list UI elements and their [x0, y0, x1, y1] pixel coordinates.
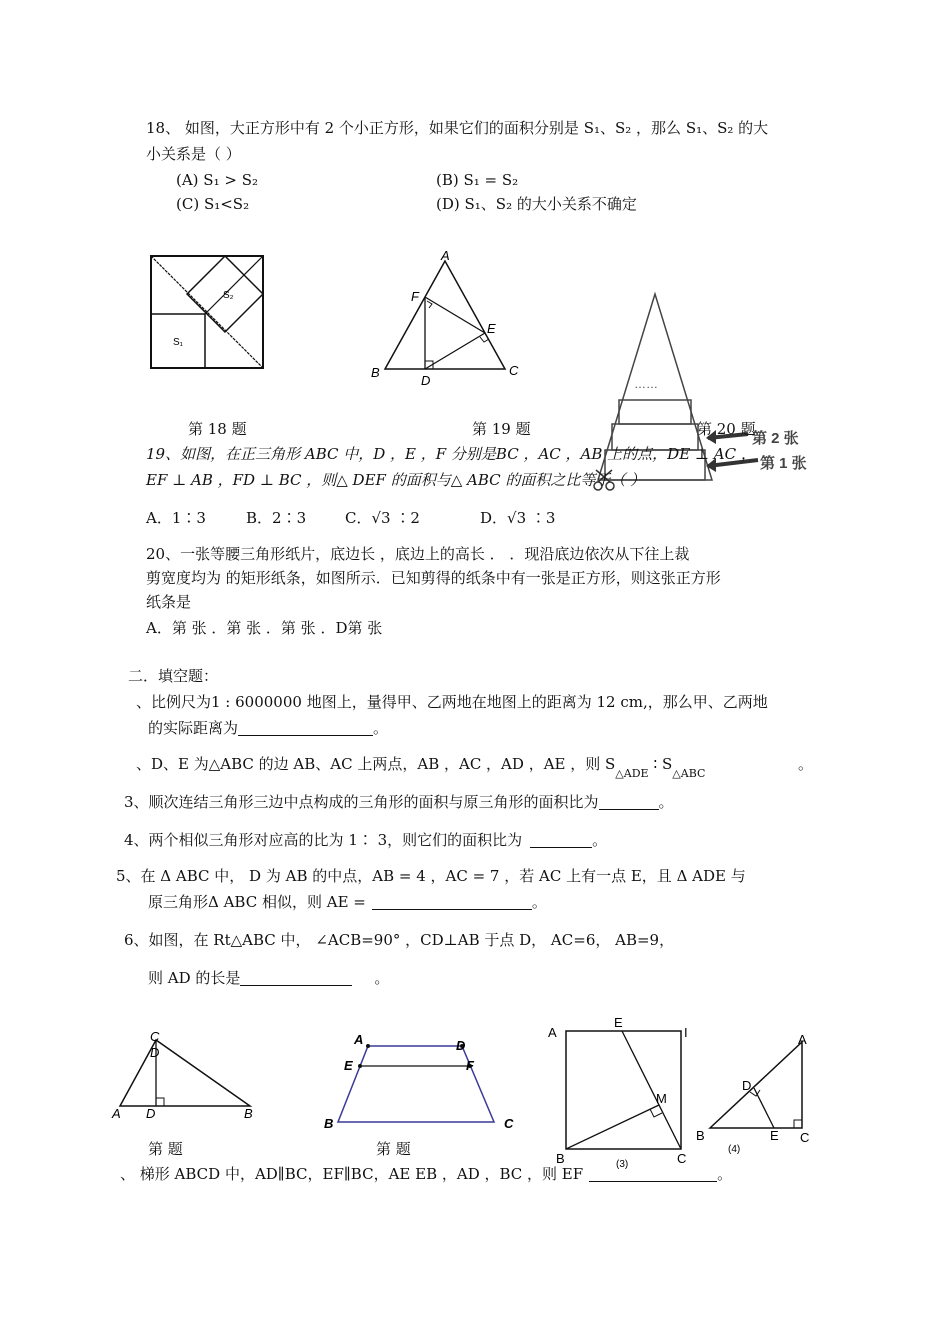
- q18-stem-line1: 18、 如图，大正方形中有 2 个小正方形，如果它们的面积分别是 S₁、S₂ ，那么 S₁、S₂ 的大: [146, 119, 769, 137]
- fill-p4-answer-blank[interactable]: [530, 831, 592, 848]
- fill-p6-text: 则 AD 的长是: [148, 969, 241, 987]
- fill-p6-line2: [148, 968, 389, 988]
- fig19-label-f: F: [411, 289, 419, 304]
- bf1-label-c: C: [150, 1029, 160, 1044]
- fill-p5-text: 原三角形Δ ABC 相似，则 AE =: [148, 893, 366, 911]
- q19-option-c: C．√3 ∶2: [345, 509, 420, 527]
- fig18-label-s2: S₂: [223, 290, 234, 301]
- bf2-label-f: F: [466, 1058, 474, 1073]
- fill-p6-line1: 6、如图，在 Rt△ABC 中， ∠ACB=90° ，CD⊥AB 于点 D， AC=6， AB=9，: [124, 931, 675, 949]
- fig19-label-c: C: [509, 363, 519, 378]
- q18-option-c: (C) S₁<S₂: [176, 195, 250, 213]
- bf3-label-m: M: [656, 1091, 667, 1106]
- bf4-label-c: C: [800, 1130, 810, 1145]
- bf3-label-e: E: [614, 1015, 623, 1030]
- bf1-caption: 第 题: [148, 1140, 183, 1158]
- q19-option-d: D．√3 ∶3: [480, 509, 556, 527]
- fill-p1-answer-blank[interactable]: [238, 719, 373, 736]
- fill-p1-line1: 、比例尺为1 : 6000000 地图上，量得甲、乙两地在地图上的距离为 12 cm,，那么甲、乙两地: [136, 693, 768, 711]
- bf1-label-a: A: [112, 1106, 121, 1121]
- bf4-label-a: A: [798, 1032, 807, 1047]
- q19-option-b: B．2∶3: [246, 509, 307, 527]
- fill-p2-sub2: △ABC: [672, 767, 706, 780]
- fig19-label-b: B: [371, 365, 380, 380]
- q18-stem-line2: 小关系是（ ）: [146, 145, 241, 163]
- fig19-caption: 第 19 题: [472, 420, 531, 438]
- bf4-label-b: B: [696, 1128, 705, 1143]
- fill-p5-end: 。: [531, 893, 547, 911]
- figure-bottom-3: [540, 1015, 705, 1170]
- figure-19: [365, 245, 535, 390]
- q20-line1: 20、一张等腰三角形纸片，底边长 ，底边上的高长 ． ．现沿底边依次从下往上裁: [146, 545, 690, 563]
- figure-18: [145, 250, 270, 375]
- fill-p5-answer-blank[interactable]: [372, 893, 532, 910]
- q19-line2: EF ⊥ AB ，FD ⊥ BC ，则△ DEF 的面积与△ ABC 的面积之比等于（ ）: [146, 471, 646, 489]
- bf3-number: (3): [616, 1159, 629, 1170]
- fill-p4-text: 4、两个相似三角形对应高的比为 1∶ 3，则它们的面积比为: [124, 831, 523, 849]
- figure-bottom-4: [690, 1030, 820, 1155]
- q18-option-d: (D) S₁、S₂ 的大小关系不确定: [436, 195, 637, 213]
- bf2-label-e: E: [344, 1058, 353, 1073]
- bf1-label-b: B: [244, 1106, 253, 1121]
- fig19-label-e: E: [487, 321, 496, 336]
- bf3-label-b: B: [556, 1151, 565, 1166]
- fill-p3-text: 3、顺次连结三角形三边中点构成的三角形的面积与原三角形的面积比为: [124, 793, 599, 811]
- q19-line1: 19、如图，在正三角形 ABC 中，D ，E ，F 分别是BC ，AC ，AB 上的点，DE ⊥ AC ，: [146, 445, 756, 463]
- bf4-label-e: E: [770, 1128, 779, 1143]
- fill-p1-end: 。: [373, 719, 389, 737]
- fill-p3-answer-blank[interactable]: [599, 793, 659, 810]
- fill-p2-end: 。: [798, 755, 814, 773]
- bf3-label-c: C: [677, 1151, 687, 1166]
- fill-p3-end: 。: [658, 793, 674, 811]
- fig19-label-d: D: [421, 373, 431, 388]
- figure-bottom-2: [318, 1030, 523, 1135]
- bf2-label-a: A: [354, 1032, 364, 1047]
- fig18-label-s1: S₁: [173, 337, 184, 348]
- fig20-dots: ……: [634, 377, 658, 391]
- fill-p5-line2: [148, 892, 547, 912]
- q20-line2: 剪宽度均为 的矩形纸条，如图所示．已知剪得的纸条中有一张是正方形，则这张正方形: [146, 569, 721, 587]
- fig20-label-1: 第 1 张: [760, 455, 807, 472]
- bf2-label-b: B: [324, 1116, 334, 1131]
- fill-p7-end: 。: [717, 1165, 733, 1183]
- fill-p7-answer-blank[interactable]: [589, 1165, 717, 1182]
- fill-p3: [124, 792, 674, 812]
- q19-option-a: A．1∶3: [146, 509, 206, 527]
- fill-p7-text: 、 梯形 ABCD 中，AD∥BC，EF∥BC，AE EB ，AD ，BC ，则 EF: [120, 1165, 584, 1183]
- fill-p6-end: 。: [374, 969, 390, 987]
- fill-p7: [120, 1164, 732, 1184]
- q18-option-b: (B) S₁ = S₂: [436, 171, 519, 189]
- bf1-label-d: D: [146, 1106, 156, 1121]
- fig20-caption: 第 20 题: [697, 420, 756, 438]
- bf3-label-a: A: [548, 1025, 557, 1040]
- figure-bottom-1: [108, 1030, 268, 1125]
- fill-p2: [136, 754, 706, 780]
- fill-p2-text: 、D、E 为△ABC 的边 AB、AC 上两点，AB ，AC ，AD ，AE ，则 S: [136, 755, 616, 773]
- fill-p4-end: 。: [592, 831, 608, 849]
- bf2-label-c: C: [504, 1116, 514, 1131]
- fill-p1-text: 的实际距离为: [148, 719, 239, 737]
- fill-p5-line1: 5、在 Δ ABC 中， D 为 AB 的中点，AB = 4 ，AC = 7 ，若 AC 上有一点 E，且 Δ ADE 与: [116, 867, 746, 885]
- fill-p1-line2: [148, 718, 388, 738]
- q20-options: A．第 张 ．第 张 ．第 张 ．D第 张: [146, 619, 383, 637]
- q18-option-a: (A) S₁ > S₂: [176, 171, 258, 189]
- fill-p4: [124, 830, 607, 850]
- fill-p2-colon: ∶ S: [653, 755, 673, 773]
- fill-p2-sub1: △ADE: [615, 767, 649, 780]
- fill-heading: 二．填空题：: [128, 667, 219, 685]
- bf4-number: (4): [728, 1144, 741, 1155]
- q20-line3: 纸条是: [146, 593, 192, 611]
- bf3-label-i: I: [684, 1025, 688, 1040]
- fill-p6-answer-blank[interactable]: [240, 969, 352, 986]
- bf2-label-d: D: [456, 1038, 466, 1053]
- bf1-label-d-top: D: [150, 1045, 160, 1060]
- fig20-label-2: 第 2 张: [752, 430, 799, 447]
- bf4-label-d: D: [742, 1078, 752, 1093]
- figure-20: [588, 288, 818, 498]
- bf2-caption: 第 题: [376, 1140, 411, 1158]
- fig19-label-a: A: [441, 248, 450, 263]
- fig18-caption: 第 18 题: [188, 420, 247, 438]
